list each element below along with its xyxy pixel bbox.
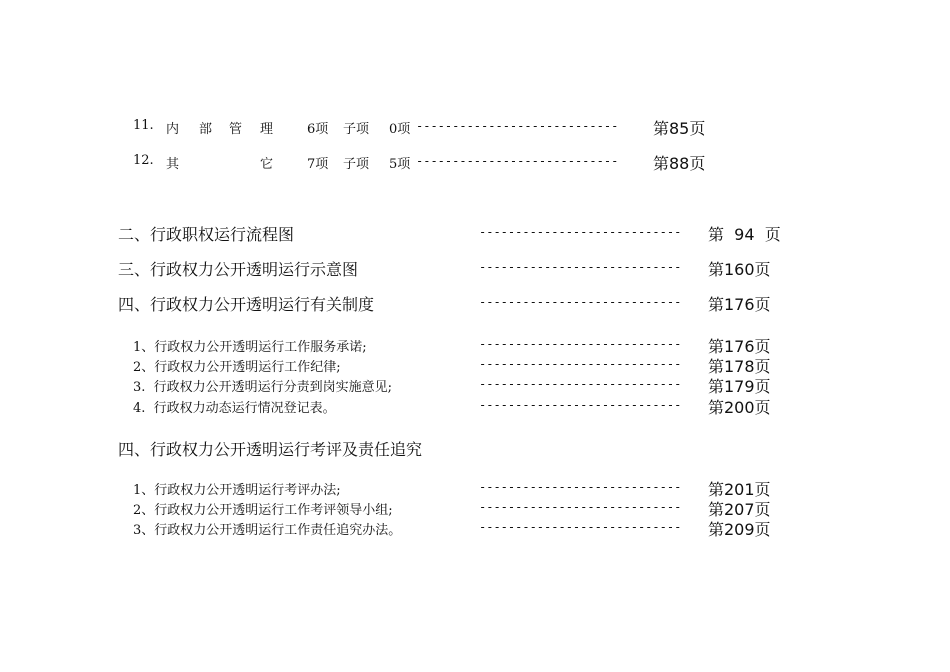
page-number: 第207页: [708, 500, 771, 519]
sub-count: 5项: [389, 157, 411, 172]
leader-dashes: ----------------------------: [479, 260, 682, 274]
leader-dashes: ----------------------------: [416, 119, 619, 133]
page-number: 第176页: [708, 337, 771, 356]
entry-label: 2、行政权力公开透明运行工作考评领导小组;: [133, 503, 393, 518]
page-number: 第 94 页: [708, 225, 781, 244]
item-name-char: 其: [166, 157, 180, 172]
page-number: 第201页: [708, 480, 771, 499]
leader-dashes: ----------------------------: [416, 154, 619, 168]
page-number: 第178页: [708, 357, 771, 376]
page-number: 第179页: [708, 377, 771, 396]
item-count: 7项: [307, 157, 329, 172]
sub-label: 子项: [343, 157, 370, 172]
item-name-char: 内: [166, 122, 180, 137]
leader-dashes: ----------------------------: [479, 225, 682, 239]
page-number: 第88页: [653, 154, 706, 173]
item-name-char: 部: [199, 122, 213, 137]
item-name-char: 理: [260, 122, 274, 137]
section-title: 四、行政权力公开透明运行有关制度: [118, 295, 375, 314]
item-number: 11.: [133, 118, 154, 133]
leader-dashes: ----------------------------: [479, 398, 682, 412]
page-number: 第160页: [708, 260, 771, 279]
page-number: 第85页: [653, 119, 706, 138]
leader-dashes: ----------------------------: [479, 295, 682, 309]
leader-dashes: ----------------------------: [479, 500, 682, 514]
page-number: 第209页: [708, 520, 771, 539]
leader-dashes: ----------------------------: [479, 337, 682, 351]
entry-label: 1、行政权力公开透明运行考评办法;: [133, 483, 341, 498]
entry-label: 3. 行政权力公开透明运行分责到岗实施意见;: [133, 380, 393, 395]
item-number: 12.: [133, 153, 154, 168]
entry-label: 2、行政权力公开透明运行工作纪律;: [133, 360, 341, 375]
item-count: 6项: [307, 122, 329, 137]
entry-label: 4. 行政权力动态运行情况登记表。: [133, 401, 336, 416]
leader-dashes: ----------------------------: [479, 357, 682, 371]
entry-label: 1、行政权力公开透明运行工作服务承诺;: [133, 340, 367, 355]
sub-label: 子项: [343, 122, 370, 137]
leader-dashes: ----------------------------: [479, 377, 682, 391]
section-title: 二、行政职权运行流程图: [118, 225, 295, 244]
page-number: 第200页: [708, 398, 771, 417]
entry-label: 3、行政权力公开透明运行工作责任追究办法。: [133, 523, 402, 538]
leader-dashes: ----------------------------: [479, 480, 682, 494]
section-title: 四、行政权力公开透明运行考评及责任追究: [118, 440, 423, 459]
section-title: 三、行政权力公开透明运行示意图: [118, 260, 359, 279]
item-name-char: 管: [229, 122, 243, 137]
item-name-char: 它: [260, 157, 274, 172]
page-number: 第176页: [708, 295, 771, 314]
sub-count: 0项: [389, 122, 411, 137]
leader-dashes: ----------------------------: [479, 520, 682, 534]
